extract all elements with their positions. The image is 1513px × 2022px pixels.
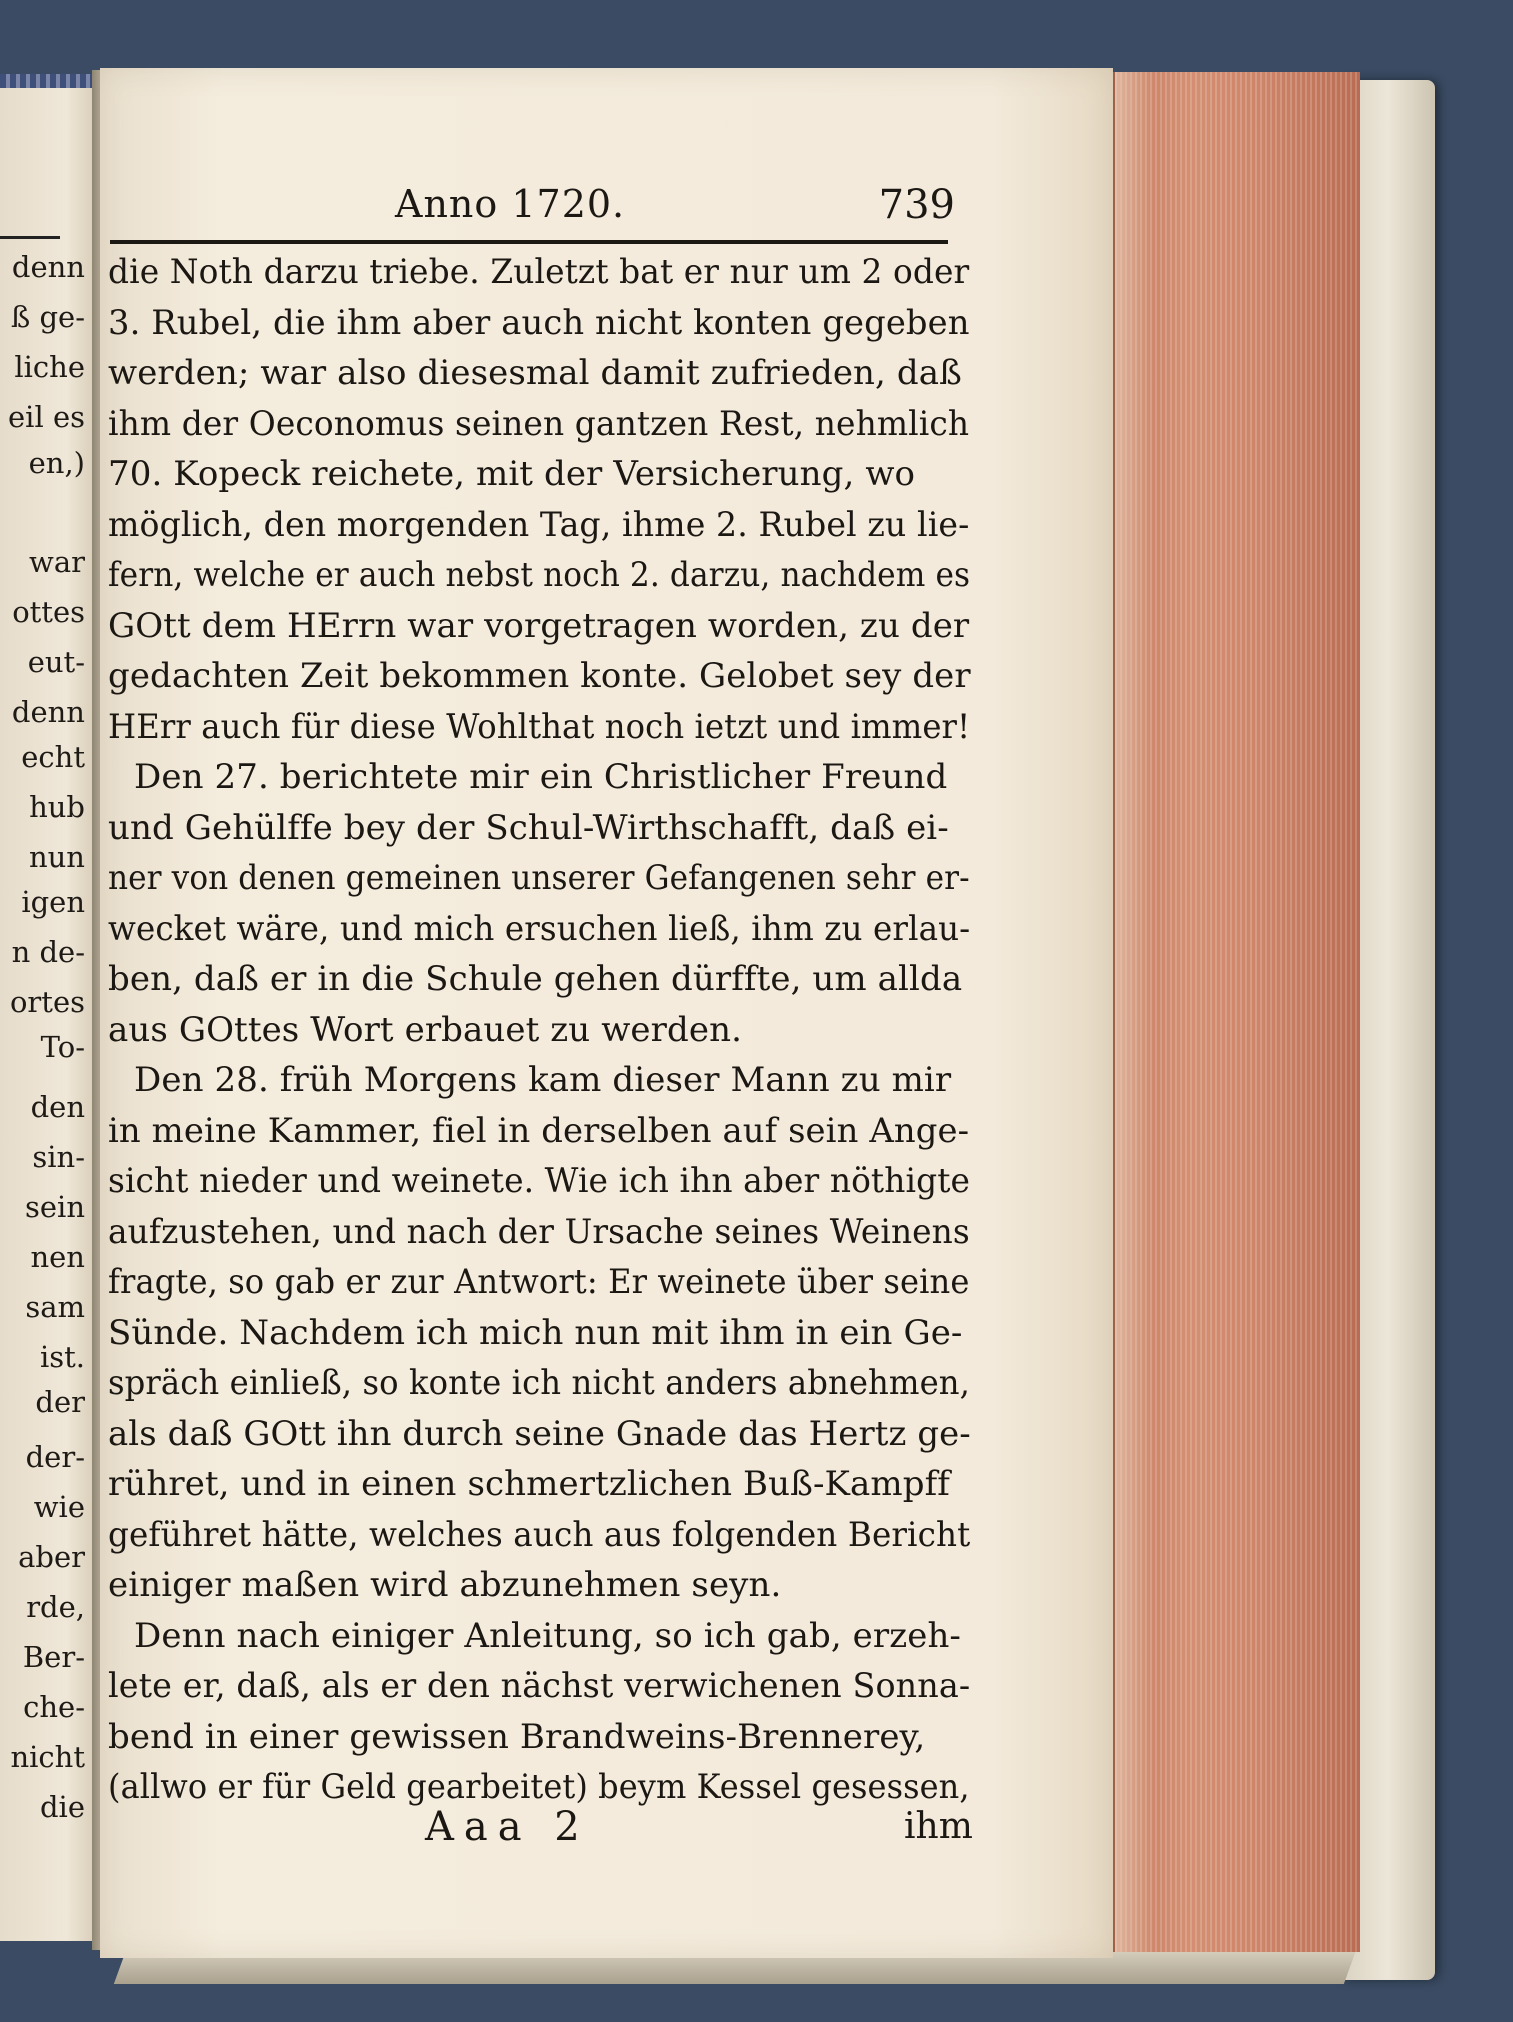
left-page-fragment: den	[30, 1090, 85, 1124]
text-line: wecket wäre, und mich ersuchen ließ, ihm zu erlau-	[108, 908, 971, 949]
text-line: ner von denen gemeinen unserer Gefangenen sehr er-	[108, 858, 970, 898]
text-line: ben, daß er in die Schule gehen dürffte, um allda	[108, 959, 963, 999]
text-line: einiger maßen wird abzunehmen seyn.	[108, 1565, 782, 1605]
page-number: 739	[878, 182, 955, 228]
text-line: spräch einließ, so konte ich nicht anders abnehmen,	[108, 1363, 971, 1403]
running-head-title: Anno 1720.	[395, 182, 626, 226]
page-block-edges	[1113, 72, 1360, 1952]
running-head	[395, 182, 955, 230]
left-page-fragment: der	[35, 1385, 85, 1419]
left-page-fragment: igen	[21, 885, 85, 919]
left-page-fragment: hub	[29, 790, 85, 824]
text-line: 70. Kopeck reichete, mit der Versicherung, wo	[108, 454, 916, 494]
text-line: aus GOttes Wort erbauet zu werden.	[108, 1009, 742, 1050]
text-line: HErr auch für diese Wohlthat noch ietzt und immer!	[108, 706, 971, 747]
left-page-fragment: nun	[28, 840, 85, 874]
left-page-fragment: echt	[21, 740, 85, 774]
text-line: möglich, den morgenden Tag, ihme 2. Rubel zu lie-	[108, 504, 970, 545]
text-line: werden; war also diesesmal damit zufrieden, daß	[108, 353, 962, 393]
left-page-fragment: war	[29, 545, 85, 579]
text-line: aufzustehen, und nach der Ursache seines Weinens	[108, 1211, 970, 1252]
left-page-fragment: denn	[11, 695, 85, 729]
text-line: als daß GOtt ihn durch seine Gnade das Hertz ge-	[108, 1413, 971, 1454]
head-rule	[110, 240, 948, 244]
left-page-fragment: die	[39, 1790, 85, 1824]
left-page-fragment: aber	[18, 1540, 85, 1574]
text-line: (allwo er für Geld gearbeitet) beym Kessel gesessen,	[108, 1767, 970, 1807]
left-page-rule	[0, 236, 60, 239]
left-page-fragment: liche	[14, 350, 85, 384]
left-page-fragment: eut-	[27, 645, 85, 679]
left-page-fragment: sein	[25, 1190, 85, 1224]
text-line: Den 27. berichtete mir ein Christlicher Freund	[134, 757, 948, 797]
left-page-fragment: nen	[30, 1240, 85, 1274]
left-page-fragment: nicht	[10, 1740, 85, 1774]
left-page-fragment: ortes	[9, 985, 85, 1019]
left-page-fragment: denn	[11, 250, 85, 284]
text-line: geführet hätte, welches auch aus folgenden Bericht	[108, 1514, 971, 1555]
text-line: fragte, so gab er zur Antwort: Er weinete über seine	[108, 1262, 970, 1302]
text-line: bend in einer gewissen Brandweins-Brennerey,	[108, 1716, 926, 1757]
text-line: rühret, und in einen schmertzlichen Buß-Kampff	[108, 1464, 950, 1504]
left-page-fragment: sam	[25, 1290, 85, 1324]
text-line: lete er, daß, als er den nächst verwichenen Sonna-	[108, 1666, 971, 1706]
left-page-fragment: n de-	[11, 935, 85, 969]
text-line: Sünde. Nachdem ich mich nun mit ihm in ein Ge-	[108, 1312, 963, 1353]
left-page-fragment: To-	[40, 1030, 85, 1064]
text-line: Denn nach einiger Anleitung, so ich gab, erzeh-	[134, 1615, 962, 1656]
text-line: die Noth darzu triebe. Zuletzt bat er nur um 2 oder	[108, 252, 970, 292]
catchword: ihm	[904, 1806, 973, 1847]
text-line: und Gehülffe bey der Schul-Wirthschafft, daß ei-	[108, 807, 949, 848]
left-page-fragment: ist.	[39, 1340, 85, 1374]
text-line: in meine Kammer, fiel in derselben auf sein Ange-	[108, 1110, 970, 1151]
left-page-fragment: eil es	[8, 400, 85, 434]
headband	[0, 74, 95, 88]
left-page-fragment: en,)	[28, 446, 85, 480]
left-page	[0, 86, 97, 1941]
left-page-fragment: Ber-	[22, 1640, 85, 1674]
text-line: gedachten Zeit bekommen konte. Gelobet sey der	[108, 656, 971, 696]
text-line: ihm der Oeconomus seinen gantzen Rest, nehmlich	[108, 403, 970, 444]
left-page-fragment: sin-	[32, 1140, 85, 1174]
text-line: fern, welche er auch nebst noch 2. darzu, nachdem es	[108, 555, 971, 595]
left-page-fragment: ß ge-	[10, 300, 85, 334]
text-line: Den 28. früh Morgens kam dieser Mann zu mir	[134, 1060, 952, 1100]
left-page-fragment: rde,	[26, 1590, 85, 1624]
text-line: 3. Rubel, die ihm aber auch nicht konten gegeben	[108, 302, 970, 343]
left-page-fragment: wie	[33, 1490, 85, 1524]
left-page-fragment: che-	[23, 1690, 85, 1724]
left-page-fragment: ottes	[12, 595, 85, 629]
left-page-fragment: der-	[25, 1440, 85, 1474]
text-line: sicht nieder und weinete. Wie ich ihn aber nöthigte	[108, 1161, 971, 1201]
text-line: GOtt dem HErrn war vorgetragen worden, zu der	[108, 605, 970, 646]
signature-mark: Aaa 2	[425, 1804, 590, 1850]
